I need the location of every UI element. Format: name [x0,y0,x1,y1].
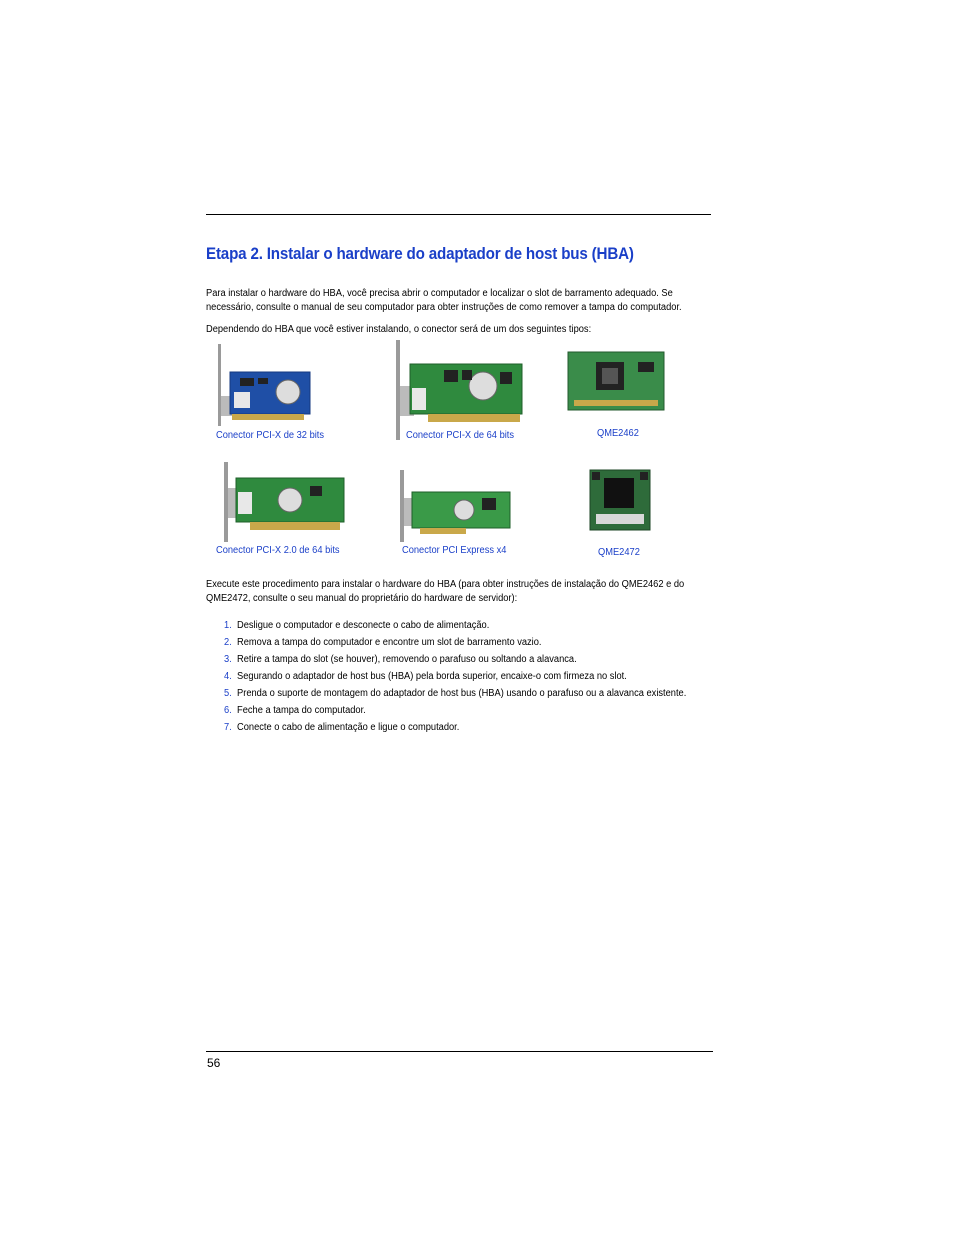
procedure-intro-paragraph: Execute este procedimento para instalar o hardware do HBA (para obter instruções de instalação do QME2462 e do QME2472, consulte o seu manual do proprietário do hardware de servidor): [206,579,685,604]
step-number: 7. [224,722,232,733]
figure-caption: QME2462 [597,428,639,439]
step-number: 5. [224,688,232,699]
list-item [224,704,689,721]
hba-image-pcix-64 [388,338,533,443]
figure-caption: Conector PCI-X de 64 bits [406,430,515,441]
hba-image-qme2462 [556,340,678,425]
procedure-steps [224,619,724,738]
figure-caption: QME2472 [598,547,640,558]
page-number: 56 [207,1056,221,1070]
list-item [224,619,689,636]
step-number: 2. [224,637,232,648]
header-rule [206,214,711,215]
step-text: Conecte o cabo de alimentação e ligue o computador. [237,722,460,733]
step-text: Prenda o suporte de montagem do adaptador de host bus (HBA) usando o parafuso ou a alavanca existente. [237,688,687,699]
list-item [224,636,689,653]
list-item [224,653,689,670]
step-text: Remova a tampa do computador e encontre um slot de barramento vazio. [237,637,542,648]
intro-paragraph: Para instalar o hardware do HBA, você precisa abrir o computador e localizar o slot de barramento adequado. Se necessário, consulte o manual de seu computador para obter instruções de como remover a tampa do computador. [206,288,682,313]
step-text: Feche a tampa do computador. [237,705,366,716]
footer-rule [206,1051,713,1052]
figure-caption: Conector PCI-X 2.0 de 64 bits [216,545,340,556]
step-number: 1. [224,620,232,631]
step-number: 3. [224,654,232,665]
connector-intro-paragraph: Dependendo do HBA que você estiver instalando, o conector será de um dos seguintes tipos: [206,324,592,335]
figure-caption: Conector PCI-X de 32 bits [216,430,325,441]
step-number: 6. [224,705,232,716]
section-title: Etapa 2. Instalar o hardware do adaptador de host bus (HBA) [206,245,634,263]
hba-image-pcix-20-64 [210,450,350,545]
figure-caption: Conector PCI Express x4 [402,545,507,556]
step-number: 4. [224,671,232,682]
list-item [224,687,689,704]
step-text: Segurando o adaptador de host bus (HBA) pela borda superior, encaixe-o com firmeza no slot. [237,671,627,682]
list-item [224,721,689,738]
step-text: Retire a tampa do slot (se houver), removendo o parafuso ou soltando a alavanca. [237,654,577,665]
hba-image-pcix-32 [210,340,330,430]
list-item [224,670,689,687]
hba-image-qme2472 [588,468,652,532]
hba-image-pci-express-x4 [394,466,519,546]
step-text: Desligue o computador e desconecte o cabo de alimentação. [237,620,490,631]
